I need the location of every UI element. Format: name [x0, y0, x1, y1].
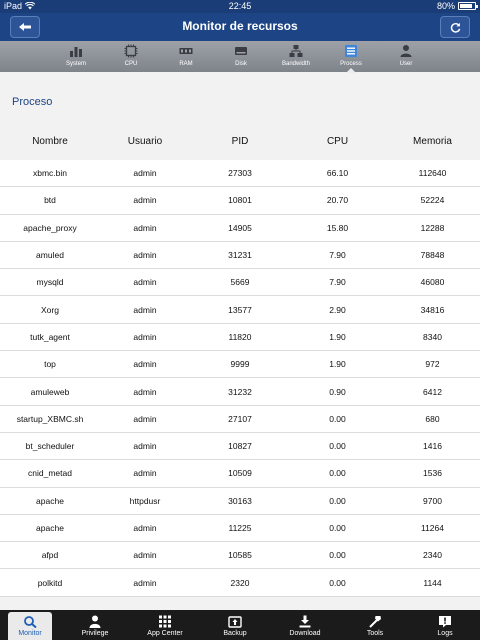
cell-cpu: 7.90 — [329, 250, 346, 261]
cell-name: bt_scheduler — [25, 441, 75, 452]
cell-memory: 2340 — [423, 550, 442, 561]
cell-memory: 112640 — [418, 168, 447, 179]
table-row[interactable] — [0, 460, 480, 487]
cell-name: Xorg — [41, 304, 59, 315]
tab-disk[interactable] — [214, 41, 269, 72]
cell-user: admin — [133, 386, 157, 397]
cell-cpu: 0.00 — [329, 577, 346, 588]
cell-pid: 5669 — [230, 277, 250, 288]
cell-user: admin — [133, 441, 157, 452]
bottom-tab-bar — [0, 610, 480, 640]
column-header[interactable]: CPU — [326, 135, 349, 147]
table-row[interactable] — [0, 296, 480, 323]
bottom-tab-label: Tools — [366, 630, 384, 637]
cell-pid: 31231 — [228, 250, 252, 261]
tab-label: Disk — [235, 61, 247, 67]
cell-name: amuleweb — [30, 386, 70, 397]
cell-cpu: 0.90 — [329, 386, 346, 397]
cell-user: admin — [133, 523, 157, 533]
cell-pid: 11820 — [228, 331, 252, 342]
cell-cpu: 0.00 — [329, 550, 346, 561]
table-row[interactable] — [0, 433, 480, 460]
table-row[interactable] — [0, 242, 480, 269]
process-table — [0, 160, 480, 597]
cell-user: admin — [133, 168, 157, 179]
cell-memory: 8340 — [423, 331, 442, 342]
tab-label: Process — [340, 61, 362, 67]
table-row[interactable] — [0, 269, 480, 296]
cell-memory: 680 — [425, 413, 440, 424]
cell-memory: 12288 — [420, 222, 445, 233]
cell-name: btd — [44, 195, 56, 206]
status-time: 22:45 — [228, 1, 252, 11]
cell-name: apache_proxy — [23, 222, 77, 233]
cell-pid: 14905 — [228, 222, 252, 233]
bottom-tab-label: App Center — [147, 630, 183, 637]
tab-bandwidth[interactable] — [269, 41, 324, 72]
device-name: iPad — [4, 1, 23, 11]
battery-icon — [458, 2, 476, 10]
bottom-tab-label: Download — [289, 630, 321, 637]
cell-name: tutk_agent — [30, 331, 70, 342]
cell-pid: 10585 — [228, 550, 252, 561]
cell-cpu: 0.00 — [329, 495, 346, 506]
bottom-tab-monitor[interactable] — [8, 612, 52, 640]
table-row[interactable] — [0, 187, 480, 214]
cell-name: afpd — [41, 550, 59, 561]
cell-name: startup_XBMC.sh — [16, 413, 84, 424]
cell-user: admin — [133, 250, 157, 261]
section-title: Proceso — [12, 96, 53, 108]
logs-icon — [438, 615, 452, 628]
cell-memory: 1416 — [423, 441, 442, 452]
cell-pid: 10801 — [228, 195, 252, 206]
cell-user: admin — [133, 577, 157, 588]
cell-pid: 30163 — [228, 495, 252, 506]
cell-cpu: 7.90 — [329, 277, 346, 288]
table-row[interactable] — [0, 324, 480, 351]
cell-name: apache — [36, 523, 64, 533]
tab-label: Bandwidth — [281, 61, 311, 67]
column-header[interactable]: PID — [231, 135, 249, 147]
cell-memory: 972 — [425, 359, 440, 370]
battery-percent: 80% — [436, 1, 455, 11]
cell-memory: 1144 — [423, 577, 442, 588]
bottom-tab-label: Privilege — [81, 630, 109, 637]
cell-memory: 46080 — [420, 277, 445, 288]
bottom-tab-backup[interactable] — [200, 610, 270, 640]
table-row[interactable] — [0, 378, 480, 405]
cell-memory: 52224 — [420, 195, 445, 206]
cell-name: mysqld — [36, 277, 64, 288]
cell-memory: 6412 — [423, 386, 442, 397]
cell-pid: 13577 — [228, 304, 252, 315]
network-icon — [289, 44, 303, 58]
page-title: Monitor de recursos — [182, 19, 298, 33]
cell-user: admin — [133, 195, 157, 206]
tab-label: System — [65, 61, 86, 67]
cell-cpu: 0.00 — [329, 523, 346, 533]
tab-cpu[interactable] — [104, 41, 159, 72]
refresh-button[interactable] — [440, 16, 470, 38]
cell-name: top — [44, 359, 56, 370]
tab-user[interactable] — [379, 41, 434, 72]
bottom-tab-download[interactable] — [270, 610, 340, 640]
cell-user: admin — [133, 222, 157, 233]
tab-label: CPU — [124, 61, 138, 67]
tab-label: User — [399, 61, 413, 67]
cell-memory: 78848 — [420, 250, 445, 261]
cell-pid: 10509 — [228, 468, 252, 479]
tools-icon — [368, 615, 382, 628]
cell-cpu: 1.90 — [329, 359, 346, 370]
cell-user: admin — [133, 277, 157, 288]
status-right — [437, 1, 476, 11]
tab-system[interactable] — [49, 41, 104, 72]
tab-ram[interactable] — [159, 41, 214, 72]
bottom-tab-label: Monitor — [18, 630, 42, 637]
cell-cpu: 2.90 — [329, 304, 346, 315]
cell-name: amuled — [36, 250, 64, 261]
category-tabs — [0, 41, 480, 72]
cell-cpu: 0.00 — [329, 413, 346, 424]
cell-name: polkitd — [37, 577, 63, 588]
backup-icon — [228, 615, 242, 628]
table-row[interactable] — [0, 488, 480, 515]
ram-icon — [179, 44, 193, 58]
table-row[interactable] — [0, 351, 480, 378]
column-header[interactable]: Usuario — [127, 135, 163, 147]
bottom-tab-app-center[interactable] — [130, 610, 200, 640]
cell-user: admin — [133, 304, 157, 315]
cell-memory: 34816 — [420, 304, 445, 315]
cell-cpu: 1.90 — [329, 331, 346, 342]
table-row[interactable] — [0, 542, 480, 569]
bottom-tab-tools[interactable] — [340, 610, 410, 640]
cell-user: admin — [133, 413, 157, 424]
cell-cpu: 0.00 — [329, 441, 346, 452]
app-grid-icon — [158, 615, 172, 628]
table-row[interactable] — [0, 160, 480, 187]
title-bar — [0, 13, 480, 41]
cell-user: admin — [133, 359, 157, 370]
bottom-tab-label: Backup — [223, 630, 247, 637]
cell-pid: 31232 — [228, 386, 252, 397]
cell-user: admin — [133, 550, 157, 561]
cell-name: xbmc.bin — [32, 168, 67, 179]
table-row[interactable] — [0, 569, 480, 596]
cpu-icon — [124, 44, 138, 58]
cell-cpu: 66.10 — [326, 168, 349, 179]
privilege-icon — [88, 615, 102, 628]
status-bar — [0, 0, 480, 13]
monitor-icon — [23, 615, 37, 628]
user-icon — [399, 44, 413, 58]
refresh-icon — [450, 22, 461, 33]
column-header[interactable]: Nombre — [32, 135, 68, 147]
cell-pid: 11225 — [228, 523, 252, 533]
cell-pid: 9999 — [230, 359, 250, 370]
table-row[interactable] — [0, 406, 480, 433]
cell-memory: 9700 — [423, 495, 442, 506]
table-row[interactable] — [0, 515, 480, 542]
cell-cpu: 0.00 — [329, 468, 346, 479]
cell-memory: 1536 — [423, 468, 442, 479]
bottom-tab-label: Logs — [437, 630, 453, 637]
cell-pid: 27303 — [228, 168, 252, 179]
cell-user: httpdusr — [129, 495, 161, 506]
bar-chart-icon — [69, 44, 83, 58]
tab-process[interactable] — [324, 41, 379, 72]
cell-pid: 2320 — [230, 577, 250, 588]
table-header — [0, 122, 480, 160]
cell-user: admin — [133, 468, 157, 479]
bottom-tab-logs[interactable] — [410, 610, 480, 640]
cell-memory: 11264 — [420, 523, 444, 533]
bottom-tab-privilege[interactable] — [60, 610, 130, 640]
cell-pid: 10827 — [228, 441, 252, 452]
cell-name: cnid_metad — [28, 468, 72, 479]
cell-cpu: 15.80 — [326, 222, 349, 233]
tab-label: RAM — [179, 61, 193, 67]
cell-cpu: 20.70 — [326, 195, 349, 206]
cell-user: admin — [133, 331, 157, 342]
cell-name: apache — [36, 495, 64, 506]
process-icon — [344, 44, 358, 58]
cell-pid: 27107 — [228, 413, 252, 424]
table-row[interactable] — [0, 215, 480, 242]
column-header[interactable]: Memoria — [413, 135, 452, 147]
disk-icon — [234, 44, 248, 58]
download-icon — [298, 615, 312, 628]
